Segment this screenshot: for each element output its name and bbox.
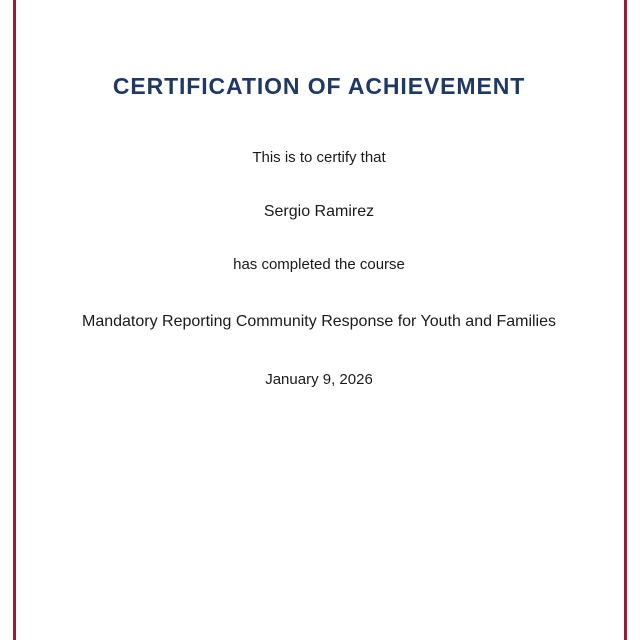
- signature-blank-area: [16, 404, 622, 640]
- certificate-title: CERTIFICATION OF ACHIEVEMENT: [112, 73, 526, 99]
- completion-date: January 9, 2026: [265, 371, 373, 388]
- certify-statement: This is to certify that: [252, 149, 386, 166]
- certificate-content: [16, 0, 622, 640]
- completion-statement: has completed the course: [233, 256, 405, 273]
- recipient-name: Sergio Ramirez: [263, 203, 375, 220]
- right-border-rule: [624, 0, 627, 640]
- course-title: Mandatory Reporting Community Response for Youth and Families: [81, 313, 557, 330]
